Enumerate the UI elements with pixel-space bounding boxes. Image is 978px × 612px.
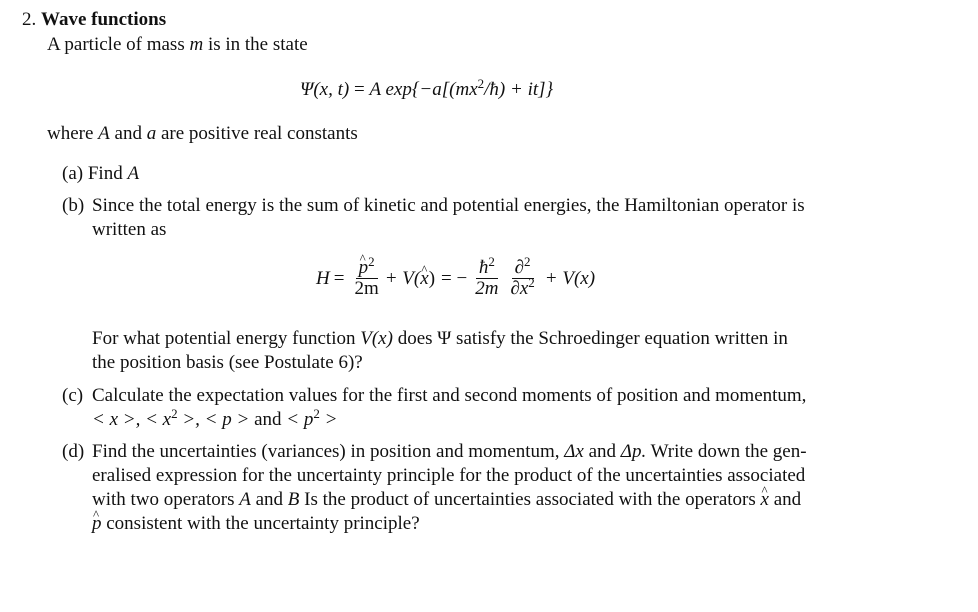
part-a [62, 162, 139, 186]
psi-rhs: A exp{−a[(mx [369, 79, 478, 100]
psi-equals: = [353, 79, 365, 100]
partial: ∂ [514, 257, 525, 278]
c-and: and [254, 409, 282, 430]
ham-frac3-den-sup: 2 [528, 275, 535, 290]
intro-line [47, 33, 308, 57]
part-d-label: (d) [62, 441, 85, 462]
c-sup1: 2 [171, 406, 178, 421]
psi-lhs: Ψ(x, t) [300, 79, 350, 100]
problem-title: Wave functions [41, 9, 167, 30]
ham-frac2-den [472, 279, 501, 299]
ham-frac1-den-text: 2m [354, 278, 379, 299]
follow1-psi: Ψ [437, 328, 452, 349]
part-c-label: (c) [62, 385, 84, 406]
problem-header [22, 8, 166, 32]
ham-eq1: = [333, 267, 345, 289]
ham-frac-p2-2m [351, 254, 381, 299]
c-p2: < p [286, 409, 314, 430]
and-word: and [114, 123, 142, 144]
part-d-line4 [92, 512, 420, 536]
part-a-text: Find [87, 163, 123, 184]
part-b-label: (b) [62, 195, 85, 216]
c-p2-close: > [324, 409, 338, 430]
d-p-hat: p ^ [92, 512, 102, 536]
follow1-b: does [397, 328, 433, 349]
c-sup2: 2 [313, 406, 320, 421]
part-d-line1 [92, 440, 807, 464]
c-x-moments: < x >, < x [92, 409, 172, 430]
part-b-follow2: the position basis (see Postulate 6)? [92, 352, 363, 373]
ham-frac1-sup: 2 [368, 254, 375, 269]
part-b-line1: Since the total energy is the sum of kinetic and potential energies, the Hamiltonian operator is [92, 195, 805, 216]
part-c-line2 [92, 408, 337, 432]
d-dp: Δp. [620, 441, 647, 462]
d-op-A: A [239, 489, 251, 510]
c-p-moment: >, < p > [182, 409, 250, 430]
where-word: where [47, 123, 94, 144]
follow1-var: V(x) [360, 328, 393, 349]
part-c-line1: Calculate the expectation values for the first and second moments of position and momentum, [92, 385, 807, 406]
hbar: ħ [478, 257, 489, 278]
part-a-label: (a) [62, 163, 84, 184]
ham-frac1-den [351, 279, 381, 299]
psi-equation [300, 78, 553, 102]
where-line [47, 122, 358, 146]
hamiltonian-equation [316, 254, 596, 299]
ham-plus1: + V( [384, 267, 421, 289]
ham-frac-derivative [507, 254, 537, 299]
ham-frac3-den [507, 275, 537, 299]
intro-text: A particle of mass [47, 34, 185, 55]
d-and2: and [255, 489, 284, 510]
p-hat: p ^ [359, 258, 369, 278]
const-a: a [146, 123, 157, 144]
part-b-line2: written as [92, 219, 167, 240]
ham-close1: ) [428, 267, 436, 289]
x-hat: x ^ [420, 267, 428, 291]
d-line1a: Find the uncertainties (variances) in position and momentum, [92, 441, 560, 462]
where-rest: are positive real constants [160, 123, 358, 144]
follow1-c: satisfy the Schroedinger equation written in [456, 328, 788, 349]
d-op-B: B [287, 489, 300, 510]
ham-frac2-den-text: 2m [475, 278, 499, 299]
ham-eq2: = − [441, 267, 468, 289]
d-line1b: Write down the gen- [650, 441, 807, 462]
psi-rhs-tail: /ħ) + it]} [484, 79, 554, 100]
d-and1: and [588, 441, 617, 462]
const-A: A [98, 123, 110, 144]
ham-plus2: + V(x) [544, 267, 596, 289]
part-d-line2: eralised expression for the uncertainty principle for the product of the uncertainties associated [92, 465, 806, 486]
partial-x: ∂x [510, 278, 529, 299]
d-line3b: Is the product of uncertainties associated with the operators [304, 489, 756, 510]
part-b-follow1 [92, 327, 788, 351]
d-and3: and [773, 489, 802, 510]
part-a-var: A [127, 163, 140, 184]
ham-frac3-sup: 2 [524, 254, 531, 269]
psi-sup: 2 [477, 76, 485, 91]
d-line3a: with two operators [92, 489, 235, 510]
ham-frac-hbar [472, 254, 501, 299]
d-dx: Δx [564, 441, 584, 462]
ham-frac2-num [476, 254, 498, 279]
ham-frac1-num [356, 254, 378, 279]
intro-tail: is in the state [207, 34, 308, 55]
problem-number: 2. [22, 9, 37, 30]
d-line4: consistent with the uncertainty principle? [106, 513, 420, 534]
follow1-a: For what potential energy function [92, 328, 356, 349]
ham-H: H [316, 267, 330, 289]
part-d-line3 [92, 488, 801, 512]
ham-frac2-sup: 2 [488, 254, 495, 269]
mass-variable: m [189, 34, 204, 55]
d-x-hat: x ^ [761, 488, 769, 512]
